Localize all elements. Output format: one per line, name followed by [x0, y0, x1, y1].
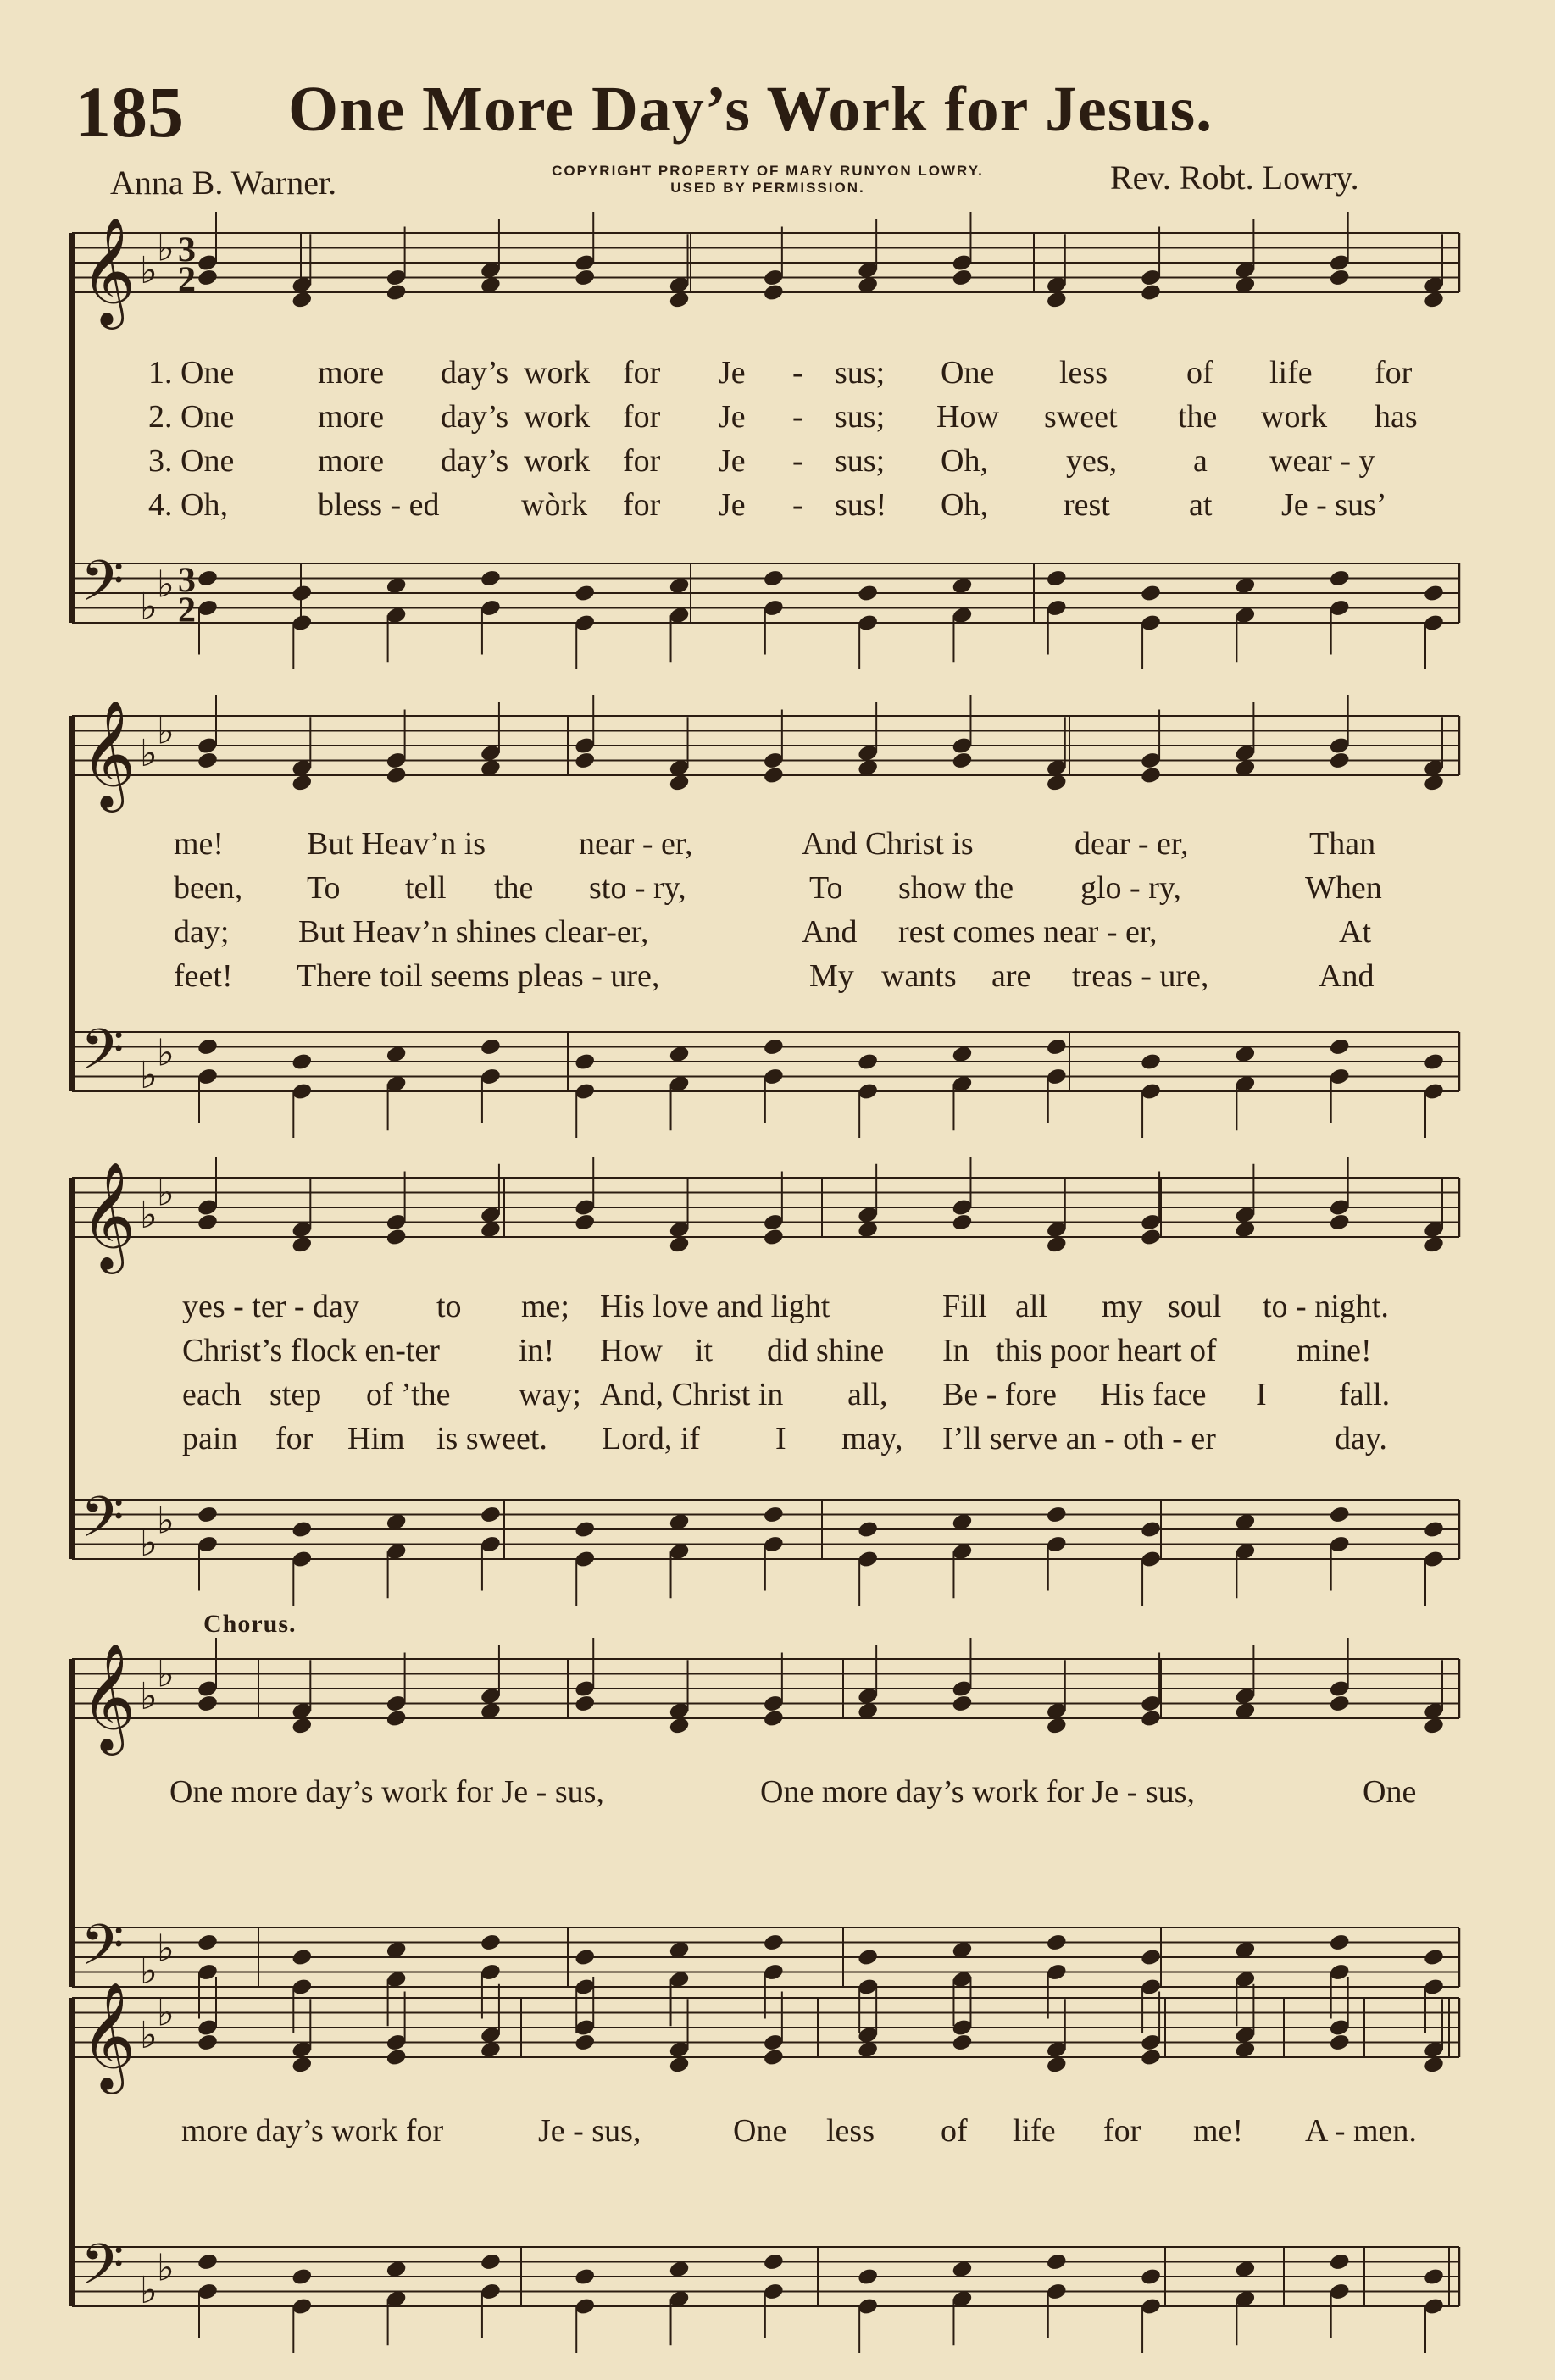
lyric-syllable: me;	[521, 1289, 569, 1324]
lyric-syllable: How	[936, 399, 999, 435]
bass-note-head	[291, 1948, 313, 1967]
bass-note-head	[1046, 2252, 1068, 2272]
lyric-syllable: Lord, if	[602, 1421, 701, 1456]
lyric-syllable: it	[695, 1333, 714, 1368]
bass-clef-icon: 𝄢	[81, 548, 125, 628]
lyric-syllable: And	[802, 914, 858, 950]
lyric-syllable: me!	[1193, 2113, 1244, 2149]
lyric-syllable: work	[524, 399, 591, 435]
flat-icon: ♭	[157, 2246, 175, 2290]
lyric-line	[0, 442, 1555, 480]
lyric-syllable: all,	[847, 1377, 888, 1412]
lyric-syllable: Je - sus,	[538, 2113, 641, 2149]
bass-note-head	[1046, 1505, 1068, 1524]
lyric-syllable: 1. One	[148, 355, 235, 391]
bass-note-head	[1329, 569, 1351, 588]
bass-note-head	[1329, 1933, 1351, 1952]
lyric-syllable: And, Christ in	[600, 1377, 784, 1412]
treble-clef-icon: 𝄞	[81, 1161, 136, 1269]
lyric-syllable: rest	[1064, 487, 1110, 523]
lyric-syllable: in!	[519, 1333, 555, 1368]
lyric-syllable: I	[1256, 1377, 1267, 1412]
copyright-line: COPYRIGHT PROPERTY OF MARY RUNYON LOWRY.	[552, 163, 984, 179]
lyric-syllable: A - men.	[1305, 2113, 1417, 2149]
lyric-syllable: for	[623, 355, 661, 391]
flat-icon: ♭	[140, 248, 158, 292]
lyric-syllable: pain	[182, 1421, 238, 1456]
bass-note-head	[480, 2252, 502, 2272]
lyric-syllable: of	[1186, 355, 1213, 391]
lyric-syllable: for	[623, 443, 661, 479]
flat-icon: ♭	[140, 1521, 158, 1565]
lyric-syllable: 3. One	[148, 443, 235, 479]
lyric-syllable: is sweet.	[436, 1421, 547, 1456]
lyric-syllable: at	[1189, 487, 1213, 523]
composer-credit: Rev. Robt. Lowry.	[1110, 158, 1359, 197]
flat-icon: ♭	[140, 2268, 158, 2312]
lyric-syllable: the	[1178, 399, 1218, 435]
bass-note-head	[1423, 1052, 1445, 1072]
flat-icon: ♭	[157, 1991, 175, 2035]
bass-clef-icon: 𝄢	[81, 1017, 125, 1096]
flat-icon: ♭	[157, 226, 175, 270]
lyric-syllable: To	[307, 870, 341, 906]
lyric-syllable: bless - ed	[318, 487, 440, 523]
lyric-line	[0, 2112, 1555, 2150]
lyric-syllable: One	[941, 355, 995, 391]
lyric-syllable: wear - y	[1269, 443, 1375, 479]
lyric-syllable: 4. Oh,	[148, 487, 228, 523]
lyric-syllable: Je	[719, 443, 746, 479]
lyric-syllable: wòrk	[521, 487, 588, 523]
treble-note-head	[386, 283, 408, 302]
treble-note-head	[1329, 1212, 1351, 1232]
lyric-line	[0, 1288, 1555, 1325]
flat-icon: ♭	[157, 1031, 175, 1075]
bass-note-head	[857, 1520, 879, 1540]
flat-icon: ♭	[140, 1053, 158, 1097]
treble-note-head	[386, 1228, 408, 1247]
lyric-syllable: step	[269, 1377, 322, 1412]
lyric-syllable: for	[275, 1421, 314, 1456]
bass-note-head	[1423, 2267, 1445, 2287]
chorus-label: Chorus.	[203, 1610, 297, 1638]
treble-clef-icon: 𝄞	[81, 699, 136, 807]
lyric-syllable: to	[436, 1289, 462, 1324]
lyric-syllable: Je	[719, 399, 746, 435]
flat-icon: ♭	[157, 1171, 175, 1215]
lyric-syllable: glo - ry,	[1080, 870, 1181, 906]
lyric-syllable: to - night.	[1263, 1289, 1389, 1324]
bass-note-head	[291, 2267, 313, 2287]
lyric-syllable: Be - fore	[942, 1377, 1058, 1412]
treble-note-head	[197, 1212, 219, 1232]
lyric-syllable: Christ’s flock en-ter	[182, 1333, 440, 1368]
lyric-syllable: sus!	[835, 487, 887, 523]
lyric-syllable: work	[524, 355, 591, 391]
bass-clef-icon: 𝄢	[81, 1484, 125, 1564]
lyric-syllable: treas - ure,	[1072, 958, 1209, 994]
bass-note-head	[1046, 569, 1068, 588]
lyric-syllable: But Heav’n is	[307, 826, 486, 862]
lyric-syllable: 2. One	[148, 399, 235, 435]
treble-note-head	[1140, 2048, 1162, 2067]
flat-icon: ♭	[140, 585, 158, 629]
lyric-syllable: When	[1305, 870, 1382, 906]
bass-clef-icon: 𝄢	[81, 1912, 125, 1992]
lyric-line	[0, 825, 1555, 863]
bass-note-head	[197, 1505, 219, 1524]
treble-note-head	[1329, 268, 1351, 287]
bass-note-head	[574, 584, 596, 603]
bass-note-head	[197, 1933, 219, 1952]
flat-icon: ♭	[140, 1193, 158, 1237]
lyric-syllable: Him	[347, 1421, 405, 1456]
lyric-line	[0, 398, 1555, 436]
bass-note-head	[1140, 1520, 1162, 1540]
bass-note-head	[1140, 1052, 1162, 1072]
lyric-syllable: are	[991, 958, 1031, 994]
flat-icon: ♭	[140, 1949, 158, 1993]
flat-icon: ♭	[140, 731, 158, 775]
bass-note-head	[1423, 1948, 1445, 1967]
lyric-syllable: -	[792, 443, 803, 479]
bass-note-head	[574, 1948, 596, 1967]
bass-note-head	[197, 2252, 219, 2272]
lyric-syllable: for	[623, 487, 661, 523]
lyric-syllable: feet!	[174, 958, 233, 994]
treble-note-head	[951, 268, 973, 287]
bass-note-head	[1140, 1948, 1162, 1967]
lyric-syllable: One	[733, 2113, 787, 2149]
lyric-line	[0, 486, 1555, 524]
treble-note-head	[1140, 283, 1162, 302]
bass-note-head	[480, 1505, 502, 1524]
bass-note-head	[763, 1933, 785, 1952]
lyric-syllable: Oh,	[941, 487, 988, 523]
bass-note-head	[857, 2267, 879, 2287]
bass-note-head	[197, 1037, 219, 1057]
copyright-line: USED BY PERMISSION.	[670, 180, 865, 196]
lyric-syllable: less	[826, 2113, 875, 2149]
bass-note-head	[291, 1520, 313, 1540]
lyric-syllable: the	[494, 870, 534, 906]
treble-note-head	[951, 1694, 973, 1713]
lyric-syllable: a	[1193, 443, 1208, 479]
treble-note-head	[574, 268, 596, 287]
treble-note-head	[574, 751, 596, 770]
treble-note-head	[1140, 766, 1162, 785]
bass-note-head	[197, 569, 219, 588]
lyric-syllable: way;	[519, 1377, 581, 1412]
lyric-syllable: In	[942, 1333, 969, 1368]
bass-note-head	[1140, 2267, 1162, 2287]
lyric-syllable: One	[1363, 1774, 1417, 1810]
treble-note-head	[763, 2048, 785, 2067]
treble-clef-icon: 𝄞	[81, 1642, 136, 1750]
bass-note-head	[763, 1037, 785, 1057]
bass-note-head	[480, 1037, 502, 1057]
lyric-syllable: -	[792, 399, 803, 435]
bass-note-head	[574, 1520, 596, 1540]
treble-clef-icon: 𝄞	[81, 216, 136, 325]
lyric-syllable: day’s	[441, 399, 509, 435]
hymn-title: One More Day’s Work for Jesus.	[288, 74, 1213, 145]
bass-note-head	[857, 584, 879, 603]
treble-note-head	[386, 766, 408, 785]
lyric-syllable: To	[809, 870, 843, 906]
lyric-syllable: more	[318, 355, 385, 391]
lyric-syllable: my	[1102, 1289, 1143, 1324]
lyric-syllable: His face	[1100, 1377, 1207, 1412]
treble-note-head	[763, 1228, 785, 1247]
bass-clef-icon: 𝄢	[81, 2232, 125, 2311]
lyric-line	[0, 1420, 1555, 1457]
lyric-syllable: more	[318, 399, 385, 435]
lyric-syllable: has	[1375, 399, 1418, 435]
lyric-syllable: this poor heart of	[996, 1333, 1217, 1368]
treble-note-head	[197, 1694, 219, 1713]
flat-icon: ♭	[157, 709, 175, 753]
lyric-syllable: day’s	[441, 443, 509, 479]
treble-note-head	[951, 1212, 973, 1232]
lyric-syllable: At	[1339, 914, 1371, 950]
treble-note-head	[197, 2033, 219, 2052]
treble-note-head	[1329, 1694, 1351, 1713]
treble-note-head	[1140, 1709, 1162, 1728]
lyric-syllable: wants	[881, 958, 957, 994]
lyric-syllable: There toil seems pleas - ure,	[297, 958, 660, 994]
lyric-syllable: Fill	[942, 1289, 987, 1324]
treble-note-head	[574, 1694, 596, 1713]
lyricist-credit: Anna B. Warner.	[110, 164, 337, 202]
lyric-syllable: for	[1103, 2113, 1141, 2149]
lyric-syllable: sus;	[835, 355, 886, 391]
lyric-syllable: work	[524, 443, 591, 479]
treble-note-head	[386, 1709, 408, 1728]
lyric-syllable: near - er,	[579, 826, 693, 862]
lyric-syllable: less	[1059, 355, 1108, 391]
bass-note-head	[1046, 1037, 1068, 1057]
bass-note-head	[574, 1052, 596, 1072]
treble-note-head	[197, 751, 219, 770]
lyric-syllable: But Heav’n shines clear-er,	[298, 914, 649, 950]
flat-icon: ♭	[157, 1499, 175, 1543]
lyric-syllable: Oh,	[941, 443, 988, 479]
bass-note-head	[1329, 1037, 1351, 1057]
lyric-line	[0, 1376, 1555, 1413]
hymn-number: 185	[75, 71, 184, 153]
lyric-line	[0, 1773, 1555, 1811]
lyric-syllable: I’ll serve an - oth - er	[942, 1421, 1216, 1456]
bass-note-head	[291, 1052, 313, 1072]
lyric-syllable: all	[1015, 1289, 1047, 1324]
lyric-syllable: yes,	[1066, 443, 1118, 479]
lyric-syllable: for	[1375, 355, 1413, 391]
treble-note-head	[1329, 751, 1351, 770]
treble-note-head	[386, 2048, 408, 2067]
time-signature-denominator: 2	[178, 260, 196, 300]
lyric-syllable: day;	[174, 914, 230, 950]
flat-icon: ♭	[157, 563, 175, 607]
lyric-line	[0, 354, 1555, 391]
lyric-syllable: more	[318, 443, 385, 479]
lyric-syllable: Je	[719, 487, 746, 523]
lyric-syllable: for	[623, 399, 661, 435]
treble-note-head	[763, 283, 785, 302]
lyric-syllable: One more day’s work for Je - sus,	[760, 1774, 1195, 1810]
bass-note-head	[1423, 584, 1445, 603]
bass-note-head	[480, 569, 502, 588]
lyric-line	[0, 913, 1555, 951]
lyric-syllable: life	[1013, 2113, 1056, 2149]
lyric-syllable: -	[792, 355, 803, 391]
treble-note-head	[951, 751, 973, 770]
lyric-syllable: rest comes near - er,	[898, 914, 1158, 950]
bass-note-head	[480, 1933, 502, 1952]
lyric-syllable: Je - sus’	[1281, 487, 1387, 523]
bass-note-head	[1046, 1933, 1068, 1952]
lyric-syllable: may,	[841, 1421, 903, 1456]
flat-icon: ♭	[157, 1652, 175, 1696]
treble-clef-icon: 𝄞	[81, 1981, 136, 2089]
flat-icon: ♭	[157, 1927, 175, 1971]
lyric-syllable: fall.	[1339, 1377, 1391, 1412]
time-signature-numerator: 3	[178, 561, 196, 601]
lyric-syllable: me!	[174, 826, 225, 862]
lyric-syllable: been,	[174, 870, 243, 906]
flat-icon: ♭	[140, 2013, 158, 2057]
lyric-syllable: soul	[1168, 1289, 1222, 1324]
flat-icon: ♭	[140, 1674, 158, 1718]
bass-note-head	[763, 569, 785, 588]
lyric-syllable: life	[1269, 355, 1313, 391]
lyric-syllable: dear - er,	[1075, 826, 1189, 862]
treble-note-head	[763, 1709, 785, 1728]
bass-note-head	[574, 2267, 596, 2287]
bass-note-head	[1329, 1505, 1351, 1524]
bass-note-head	[1329, 2252, 1351, 2272]
lyric-syllable: day’s	[441, 355, 509, 391]
treble-note-head	[1329, 2033, 1351, 2052]
lyric-line	[0, 1332, 1555, 1369]
lyric-syllable: Je	[719, 355, 746, 391]
lyric-syllable: His love and light	[600, 1289, 830, 1324]
bass-note-head	[1140, 584, 1162, 603]
bass-note-head	[763, 1505, 785, 1524]
lyric-syllable: And	[1319, 958, 1375, 994]
lyric-syllable: How	[600, 1333, 663, 1368]
lyric-syllable: show the	[898, 870, 1014, 906]
lyric-syllable: work	[1261, 399, 1328, 435]
lyric-syllable: One more day’s work for Je - sus,	[169, 1774, 604, 1810]
treble-note-head	[951, 2033, 973, 2052]
treble-note-head	[574, 2033, 596, 2052]
lyric-syllable: sus;	[835, 443, 886, 479]
lyric-syllable: more day’s work for	[181, 2113, 444, 2149]
treble-note-head	[574, 1212, 596, 1232]
lyric-syllable: of ’the	[366, 1377, 451, 1412]
lyric-syllable: Than	[1309, 826, 1376, 862]
lyric-syllable: I	[775, 1421, 786, 1456]
lyric-syllable: did shine	[767, 1333, 885, 1368]
lyric-syllable: sus;	[835, 399, 886, 435]
lyric-syllable: sweet	[1044, 399, 1118, 435]
lyric-syllable: mine!	[1297, 1333, 1372, 1368]
lyric-syllable: And Christ is	[802, 826, 974, 862]
treble-note-head	[1140, 1228, 1162, 1247]
lyric-syllable: yes - ter - day	[182, 1289, 359, 1324]
lyric-line	[0, 957, 1555, 995]
bass-note-head	[763, 2252, 785, 2272]
lyric-line	[0, 869, 1555, 907]
lyric-syllable: each	[182, 1377, 242, 1412]
lyric-syllable: -	[792, 487, 803, 523]
bass-note-head	[1423, 1520, 1445, 1540]
time-signature-numerator: 3	[178, 230, 196, 270]
bass-note-head	[857, 1948, 879, 1967]
time-signature-denominator: 2	[178, 591, 196, 630]
lyric-syllable: day.	[1335, 1421, 1387, 1456]
bass-note-head	[857, 1052, 879, 1072]
treble-note-head	[197, 268, 219, 287]
lyric-syllable: of	[941, 2113, 968, 2149]
lyric-syllable: My	[809, 958, 854, 994]
bass-note-head	[291, 584, 313, 603]
lyric-syllable: sto - ry,	[589, 870, 686, 906]
treble-note-head	[763, 766, 785, 785]
lyric-syllable: tell	[405, 870, 447, 906]
